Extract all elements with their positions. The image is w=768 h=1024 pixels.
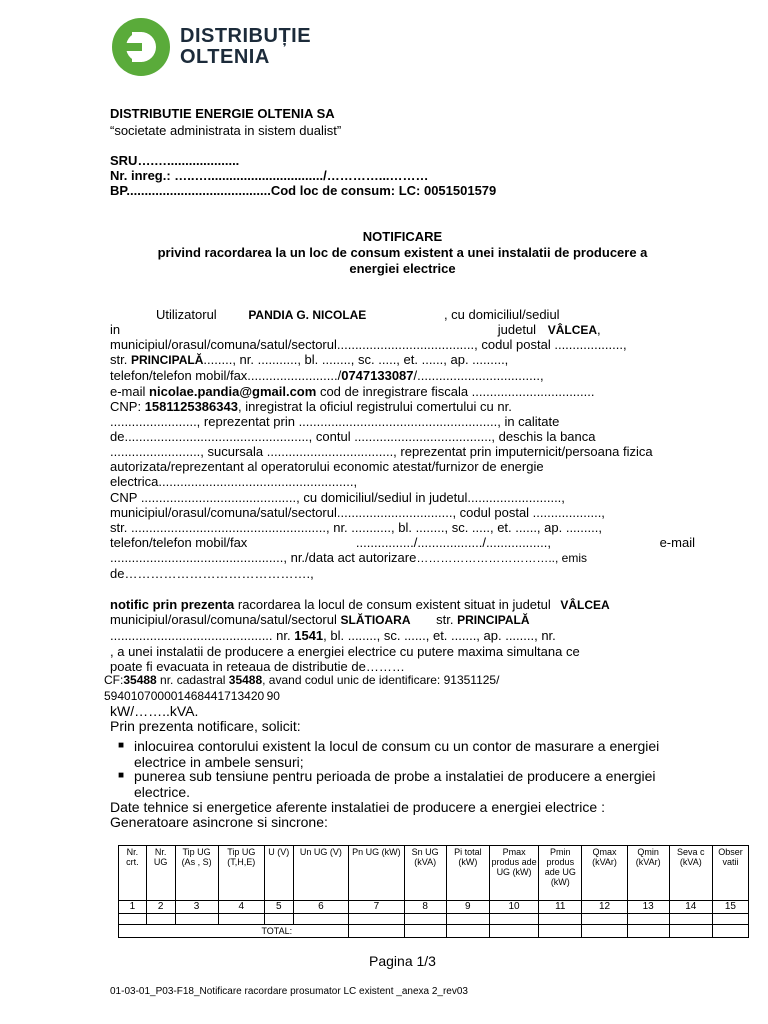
body-line: CNP ..........................................., cu domiciliul/sediul in judetul.........................., bbox=[110, 490, 565, 505]
request-intro: Prin prezenta notificare, solicit: bbox=[110, 718, 301, 734]
table-header-cell: Pmax produs ade UG (kW) bbox=[489, 846, 538, 901]
table-header-cell: Qmin (kVAr) bbox=[627, 846, 669, 901]
body-line: , a unei instalatii de producere a energiei electrice cu putere maxima simultana ce bbox=[110, 644, 580, 659]
bullet-icon: ■ bbox=[118, 770, 125, 781]
table-cell: 1 bbox=[119, 901, 147, 914]
bullet-icon: ■ bbox=[118, 740, 125, 751]
body-line: CNP: 1581125386343, inregistrat la oficiul registrului comertului cu nr. bbox=[110, 399, 512, 414]
body-line: de..................................................., contul ......................................, deschis la banca bbox=[110, 429, 596, 444]
table-total-label: TOTAL: bbox=[119, 925, 294, 938]
body-line: telefon/telefon mobil/fax ................/................../................., e-mail bbox=[110, 535, 695, 550]
table-cell: 14 bbox=[669, 901, 712, 914]
doc-subtitle-1: privind racordarea la un loc de consum existent a unei instalatii de producere a bbox=[157, 245, 648, 260]
table-header-cell: Tip UG (As , S) bbox=[175, 846, 218, 901]
table-cell: 12 bbox=[582, 901, 627, 914]
request-item-1: inlocuirea contorului existent la locul de consum cu un contor de masurare a energiei electrice in ambele sensuri; bbox=[134, 738, 660, 770]
body-line: telefon/telefon mobil/fax........................./0747133087/.................................., bbox=[110, 368, 544, 383]
table-header-cell: Seva c (kVA) bbox=[669, 846, 712, 901]
table-header-cell: Nr. UG bbox=[146, 846, 175, 901]
body-line: municipiul/orasul/comuna/satul/sectorul................................, codul postal ..................., bbox=[110, 505, 605, 520]
document-code-footer: 01-03-01_P03-F18_Notificare racordare prosumator LC existent _anexa 2_rev03 bbox=[110, 986, 468, 997]
table-cell: 13 bbox=[627, 901, 669, 914]
body-line: de……………………………………., bbox=[110, 566, 314, 581]
body-line: str. ......................................................, nr. ..........., bl. ........, sc. ....., et. ......, ap. ........., bbox=[110, 520, 602, 535]
table-cell: 8 bbox=[404, 901, 446, 914]
table-number-row bbox=[119, 901, 749, 914]
body-line: ........................, reprezentat prin ......................................................., in calitate bbox=[110, 414, 560, 429]
table-header-cell: Obser vatii bbox=[712, 846, 748, 901]
generators-table bbox=[118, 845, 749, 938]
logo-text: DISTRIBUȚIE OLTENIA bbox=[180, 25, 312, 68]
body-line: e-mail nicolae.pandia@gmail.com cod de inregistrare fiscala .................................. bbox=[110, 384, 595, 399]
table-header-cell: Pn UG (kW) bbox=[349, 846, 404, 901]
company-name: DISTRIBUTIE ENERGIE OLTENIA SA bbox=[110, 106, 335, 121]
body-line: ........................., sucursala ..................................., reprezentat prin imputernicit/persoana fizica bbox=[110, 444, 653, 459]
generators-line: Generatoare asincrone si sincrone: bbox=[110, 814, 328, 830]
table-row bbox=[119, 914, 749, 925]
table-header-cell: U (V) bbox=[264, 846, 293, 901]
table-cell: 2 bbox=[146, 901, 175, 914]
table-header-cell: Qmax (kVAr) bbox=[582, 846, 627, 901]
body-line: municipiul/orasul/comuna/satul/sectorul SLĂTIOARA str. PRINCIPALĂ bbox=[110, 612, 530, 627]
table-cell: 7 bbox=[349, 901, 404, 914]
company-subtitle: “societate administrata in sistem dualist” bbox=[110, 123, 342, 138]
body-line: Utilizatorul PANDIA G. NICOLAE , cu domiciliul/sediul bbox=[156, 307, 560, 322]
bp-line: BP........................................Cod loc de consum: LC: 0051501579 bbox=[110, 183, 497, 198]
page-number: Pagina 1/3 bbox=[369, 953, 436, 969]
identifier-line: 594010700001468441713420 90 bbox=[104, 689, 280, 703]
table-cell: 5 bbox=[264, 901, 293, 914]
table-cell: 9 bbox=[446, 901, 489, 914]
table-header-cell: Pmin produs ade UG (kW) bbox=[539, 846, 582, 901]
table-cell: 15 bbox=[712, 901, 748, 914]
cf-line: CF:35488 nr. cadastral 35488, avand codul unic de identificare: 91351125/ bbox=[104, 673, 500, 687]
sru-line: SRU….….................... bbox=[110, 153, 240, 168]
table-cell: 4 bbox=[218, 901, 264, 914]
body-line: autorizata/reprezentant al operatorului economic atestat/furnizor de energie bbox=[110, 459, 544, 474]
table-header-cell: Pi total (kW) bbox=[446, 846, 489, 901]
table-header-cell: Nr. crt. bbox=[119, 846, 147, 901]
body-line: electrica......................................................, bbox=[110, 474, 358, 489]
table-total-row bbox=[119, 925, 749, 938]
doc-title: NOTIFICARE bbox=[362, 229, 443, 244]
request-item-2: punerea sub tensiune pentru perioada de probe a instalatiei de producere a energiei electrice. bbox=[134, 768, 656, 800]
table-cell: 11 bbox=[539, 901, 582, 914]
table-header-cell: Sn UG (kVA) bbox=[404, 846, 446, 901]
table-header-cell: Tip UG (T,H,E) bbox=[218, 846, 264, 901]
body-line: str. PRINCIPALĂ........, nr. ..........., bl. ........, sc. ....., et. ......, ap. ........., bbox=[110, 352, 509, 367]
body-line: ............................................. nr. 1541, bl. ........, sc. ......, et. ......., ap. ........, nr. bbox=[110, 628, 556, 643]
doc-subtitle-2: energiei electrice bbox=[349, 261, 456, 276]
table-cell: 10 bbox=[489, 901, 538, 914]
kw-line: kW/……..kVA. bbox=[110, 703, 199, 719]
table-cell: 3 bbox=[175, 901, 218, 914]
table-cell: 6 bbox=[293, 901, 348, 914]
body-line: in judetul VÂLCEA, bbox=[110, 322, 601, 337]
body-line: municipiul/orasul/comuna/satul/sectorul......................................, codul postal ..................., bbox=[110, 337, 627, 352]
nr-inreg-line: Nr. inreg.: …..…................................/…………...……… bbox=[110, 168, 429, 183]
body-line: ................................................, nr./data act autorizare…………………………….., emis bbox=[110, 550, 588, 565]
table-header-cell: Un UG (V) bbox=[293, 846, 348, 901]
table-header-row bbox=[119, 846, 749, 901]
body-line: notific prin prezenta racordarea la locul de consum existent situat in judetul VÂLCEA bbox=[110, 597, 610, 612]
tech-data-line: Date tehnice si energetice aferente instalatiei de producere a energiei electrice : bbox=[110, 799, 605, 815]
body-line: poate fi evacuata in reteaua de distributie de……… bbox=[110, 659, 405, 674]
